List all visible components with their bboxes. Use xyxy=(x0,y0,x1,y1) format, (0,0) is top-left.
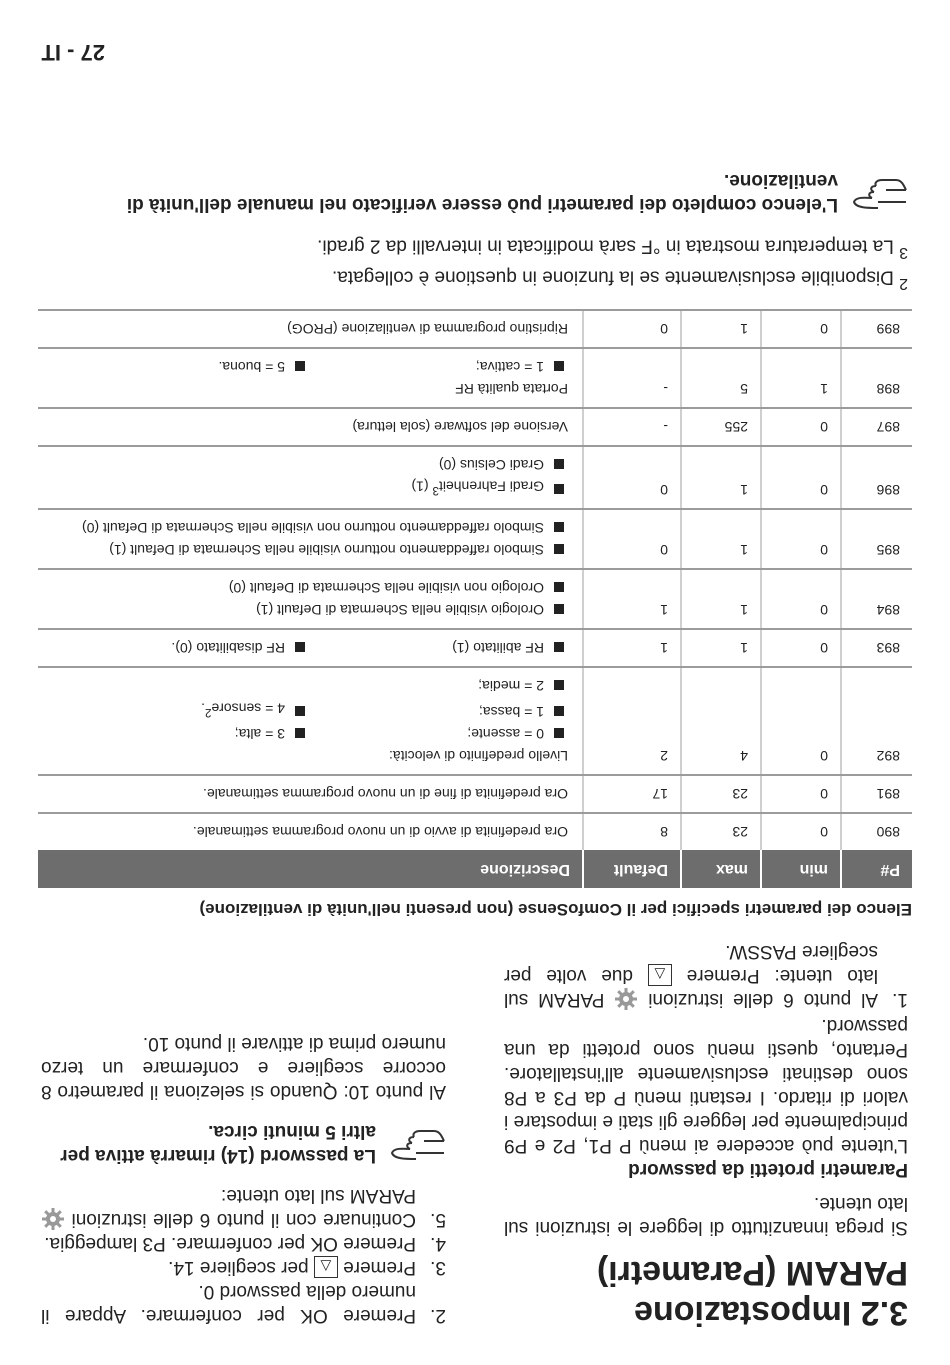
param8-paragraph: Al punto 10: Quando si seleziona il parametro 8 occorre scegliere e confermare un terzo numero prima di attivare il punto 10. xyxy=(41,1032,446,1102)
table-row xyxy=(38,813,912,850)
footnote-ref: 3 xyxy=(432,484,439,498)
table-row xyxy=(38,509,912,569)
param-default: 2 xyxy=(583,667,681,775)
table-row xyxy=(38,775,912,813)
left-column xyxy=(504,939,908,1333)
param-description xyxy=(38,446,583,510)
up-arrow-button-icon: △ xyxy=(314,1256,338,1278)
param-default: 8 xyxy=(583,813,681,850)
param-min: 0 xyxy=(761,775,841,813)
step-text: Premere xyxy=(343,1257,416,1278)
param-description: Ripristino programma di ventilazione (PROG) xyxy=(38,310,583,348)
footnote-text: La temperatura mostrata in °F sarà modificata in intervalli da 2 gradi. xyxy=(317,236,894,258)
param-min: 0 xyxy=(761,667,841,775)
bullet-pair xyxy=(50,356,568,378)
param-number: 893 xyxy=(841,629,912,667)
column-header-description: Descrizione xyxy=(38,850,583,888)
note-text: La password (14) rimarrà attiva per altri 5 minuti circa. xyxy=(60,1120,376,1166)
step-number: 4. xyxy=(430,1233,446,1254)
step-text: Premere OK per confermare. Appare il numero della password 0. xyxy=(41,1281,416,1326)
param-number: 896 xyxy=(841,446,912,510)
bullet-item: RF abilitato (1) xyxy=(309,637,568,659)
param-description xyxy=(38,667,583,775)
param-max: 23 xyxy=(681,775,761,813)
gear-icon xyxy=(41,1207,65,1231)
param-max: 1 xyxy=(681,310,761,348)
step-text: Continuare con il punto 6 delle istruzioni xyxy=(71,1208,416,1230)
step-1 xyxy=(504,939,908,1011)
step-text: per scegliere 14. xyxy=(168,1257,309,1278)
param-description xyxy=(38,629,583,667)
bullet-item: 0 = assente; xyxy=(309,723,568,745)
footnotes xyxy=(38,168,912,295)
param-default: - xyxy=(583,408,681,446)
step-text: due volte per scegliere PASSW. xyxy=(503,940,878,986)
step-4 xyxy=(41,1231,446,1255)
note-text: L'elenco completo dei parametri può essere verificato nel manuale dell'unità di ventilazione. xyxy=(126,170,838,216)
step-2 xyxy=(41,1279,446,1327)
bullet-pair xyxy=(50,723,568,745)
step-5 xyxy=(41,1183,446,1231)
param-number: 891 xyxy=(841,775,912,813)
bullet-item: 1 = cattiva; xyxy=(309,356,568,378)
step-number: 2. xyxy=(430,1305,446,1326)
bullet-pair xyxy=(50,697,568,723)
param-default: 0 xyxy=(583,446,681,510)
manual-note xyxy=(88,168,908,216)
right-column xyxy=(41,1031,446,1327)
page-number: 27 - IT xyxy=(41,40,105,65)
bullet-text: Gradi Fahrenheit xyxy=(438,478,544,495)
table-row xyxy=(38,667,912,775)
step-3 xyxy=(41,1255,446,1279)
footnote-ref: 2 xyxy=(204,706,212,719)
step-number: 3. xyxy=(430,1257,446,1278)
bullet-text: . xyxy=(201,700,205,717)
param-default: 1 xyxy=(583,629,681,667)
param-min: 0 xyxy=(761,509,841,569)
column-header-default: Default xyxy=(583,850,681,888)
bullet-item: 1 = bassa; xyxy=(309,697,568,723)
section-title: 3.2 Impostazione PARAM (Parametri) xyxy=(596,1254,908,1332)
param-min: 0 xyxy=(761,569,841,629)
table-heading: Elenco dei parametri specifici per il ComfoSense (non presenti nell'unità di ventilazione) xyxy=(199,900,912,919)
footnote-mark: 2 xyxy=(899,274,908,292)
description-text: Livello predefinito di velocità: xyxy=(389,748,568,764)
param-number: 895 xyxy=(841,509,912,569)
intro-text: Si prega innanzitutto di leggere le istruzioni sul lato utente. xyxy=(504,1193,908,1238)
param-min: 0 xyxy=(761,629,841,667)
param-description xyxy=(38,569,583,629)
step-text: Al punto 6 delle istruzioni xyxy=(648,988,878,1010)
param-default: 1 xyxy=(583,569,681,629)
bullet-item: 5 = buona. xyxy=(50,356,309,378)
pointing-hand-icon xyxy=(390,1127,446,1167)
param-description: Versione del software (sola lettura) xyxy=(38,408,583,446)
bullet-item: Simbolo raffeddamento notturno non visibile nella Schermata di Default (0) xyxy=(50,517,568,539)
param-min: 0 xyxy=(761,310,841,348)
param-number: 898 xyxy=(841,348,912,408)
bullet-text: (1) xyxy=(411,478,433,495)
step-text: PARAM sul lato utente: xyxy=(220,1184,416,1206)
bullet-item: 3 = alta; xyxy=(50,723,309,745)
param-min: 0 xyxy=(761,813,841,850)
column-header-p: P# xyxy=(841,850,912,888)
bullet-item xyxy=(50,476,568,502)
param-number: 894 xyxy=(841,569,912,629)
param-max: 1 xyxy=(681,446,761,510)
bullet-item: Simbolo raffeddamento notturno visibile nella Schermata di Default (1) xyxy=(50,539,568,561)
up-arrow-button-icon: △ xyxy=(648,964,672,986)
footnote-3 xyxy=(38,234,908,264)
table-row xyxy=(38,629,912,667)
bullet-item: 2 = media; xyxy=(50,675,568,697)
table-row xyxy=(38,569,912,629)
table-row xyxy=(38,446,912,510)
param-max: 255 xyxy=(681,408,761,446)
table-row xyxy=(38,408,912,446)
description-text: Portata qualità RF xyxy=(455,380,568,397)
bullet-item: Orologio non visibile nella Schermata di Default (0) xyxy=(50,577,568,599)
password-note xyxy=(41,1119,446,1167)
param-max: 1 xyxy=(681,569,761,629)
param-description xyxy=(38,509,583,569)
parameters-table xyxy=(38,309,912,888)
table-row xyxy=(38,348,912,408)
footnote-mark: 3 xyxy=(899,244,908,262)
subheading: Parametri protetti da password xyxy=(628,1159,908,1180)
column-header-max: max xyxy=(681,850,761,888)
param-number: 897 xyxy=(841,408,912,446)
param-default: 0 xyxy=(583,310,681,348)
pointing-hand-icon xyxy=(852,176,908,216)
bullet-item: RF disabilitato (0). xyxy=(50,637,309,659)
password-paragraph: L'utente può accedere ai menù P P1, P2 e P9 principalmente per leggere gli stati e impostare i valori di ritardo. I restanti menù P da P3 a P8 sono destinati esclusivamente all'installatore. Pertanto, questi menù sono protetti da una password. xyxy=(504,1015,908,1156)
param-default: - xyxy=(583,348,681,408)
step-text: PARAM sul lato utente: Premere xyxy=(504,964,878,1010)
bullet-item: Gradi Celsius (0) xyxy=(50,454,568,476)
param-description: Ora predefinita di fine di un nuovo programma settimanale. xyxy=(38,775,583,813)
bullet-text: 4 = sensore xyxy=(211,700,285,717)
column-header-min: min xyxy=(761,850,841,888)
step-text: Premere OK per confermare. P3 lampeggia. xyxy=(44,1233,416,1254)
footnote-2 xyxy=(38,264,908,294)
bullet-item: Orologio visibile nella Schermata di Default (1) xyxy=(50,599,568,621)
param-number: 892 xyxy=(841,667,912,775)
param-max: 1 xyxy=(681,509,761,569)
param-description: Ora predefinita di avvio di un nuovo programma settimanale. xyxy=(38,813,583,850)
param-max: 1 xyxy=(681,629,761,667)
param-max: 5 xyxy=(681,348,761,408)
param-min: 0 xyxy=(761,446,841,510)
param-min: 0 xyxy=(761,408,841,446)
param-default: 0 xyxy=(583,509,681,569)
gear-icon xyxy=(614,987,638,1011)
param-max: 4 xyxy=(681,667,761,775)
step-number: 5. xyxy=(430,1209,446,1230)
bullet-pair xyxy=(50,637,568,659)
param-number: 899 xyxy=(841,310,912,348)
param-default: 17 xyxy=(583,775,681,813)
parameters-table-section xyxy=(38,168,912,920)
param-number: 890 xyxy=(841,813,912,850)
param-max: 23 xyxy=(681,813,761,850)
table-row xyxy=(38,310,912,348)
param-description xyxy=(38,348,583,408)
bullet-item xyxy=(50,697,309,723)
param-min: 1 xyxy=(761,348,841,408)
table-header-row xyxy=(38,850,912,888)
footnote-text: Disponibile esclusivamente se la funzione in questione è collegata. xyxy=(332,266,894,288)
step-number: 1. xyxy=(892,989,908,1010)
